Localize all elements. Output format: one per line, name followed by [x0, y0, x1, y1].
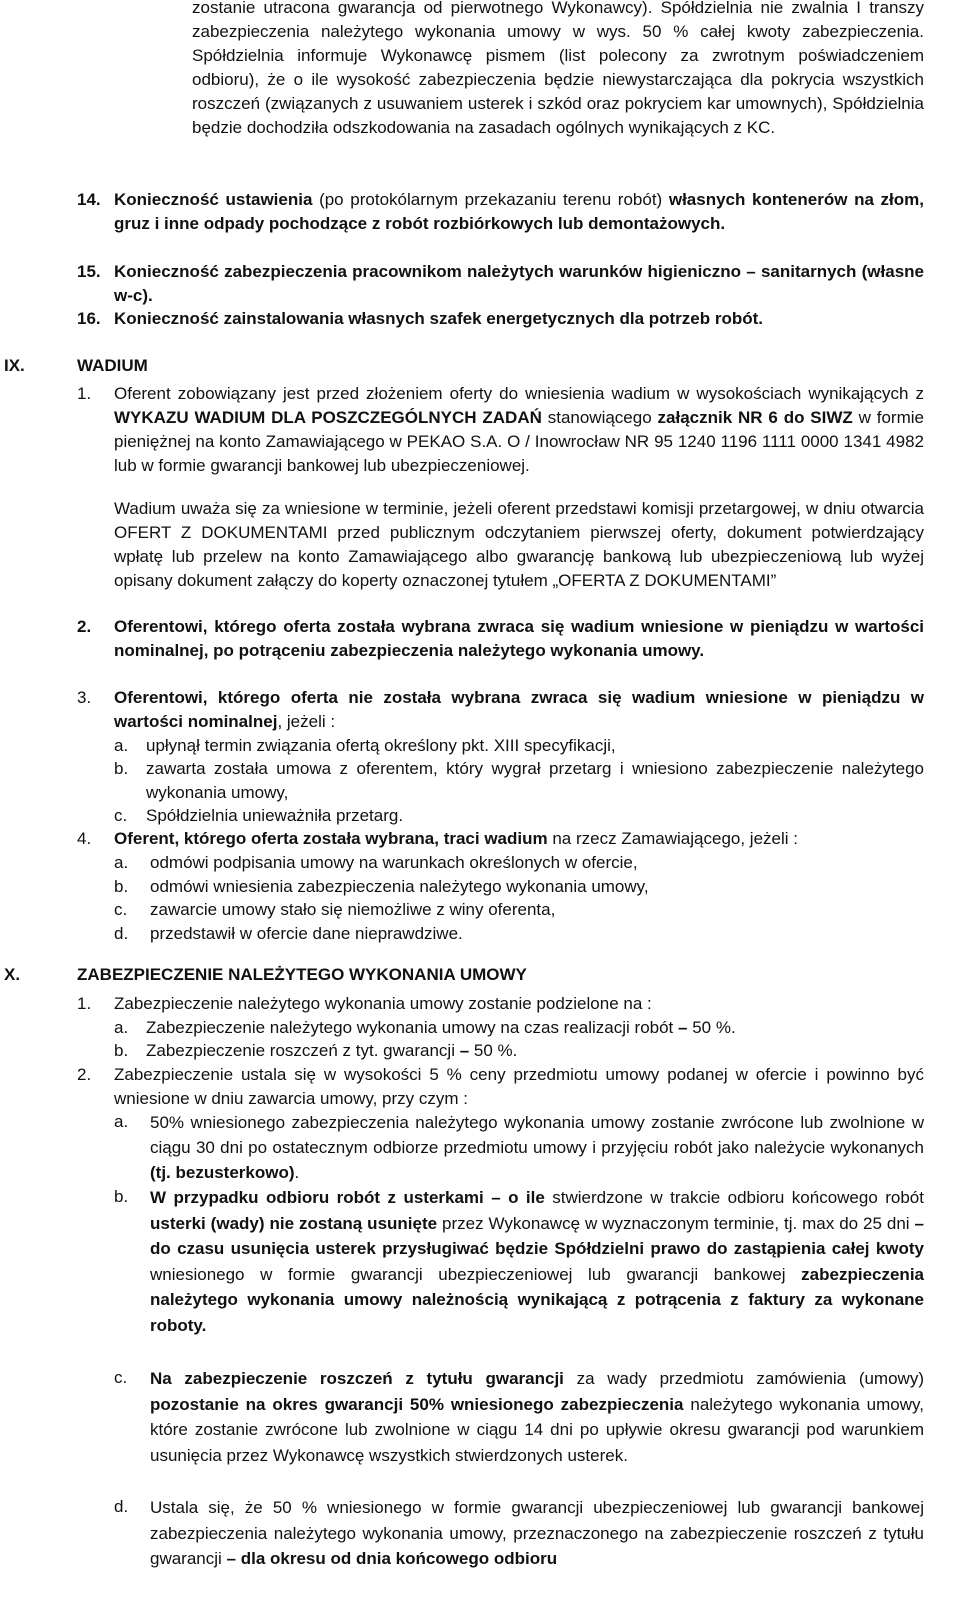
bold-text: (tj. bezusterkowo)	[150, 1163, 295, 1182]
text-run: zostanie utracona gwarancja od pierwotnego Wykonawcy). Spółdzielnia nie zwalnia I transzy zabezpieczenia należytego wykonania umowy w wys. 50 % całej kwoty zabezpieczenia. Spółdzielnia informuje Wykonawcę pismem (list polecony za zwrotnym poświadczeniem odbioru), że o ile wysokość zabezpieczenia będzie niewystarczająca dla pokrycia wszystkich roszczeń (związanych z usuwaniem usterek i szkód oraz pokryciem kar umownych), Spółdzielnia będzie dochodziła odszkodowania na zasadach ogólnych wynikających z KC.	[192, 0, 924, 137]
zabezp-1a-letter: a.	[114, 1018, 129, 1037]
text-run: stanowiącego	[541, 408, 658, 427]
text-run: wniesionego w formie gwarancji ubezpieczeniowej lub gwarancji bankowej	[150, 1264, 802, 1284]
section-9-title: WADIUM	[77, 356, 148, 375]
item-16-number: 16.	[77, 309, 101, 328]
zabezp-2d-text	[150, 1495, 924, 1572]
text-run: stwierdzone w trakcie odbioru końcowego robót	[544, 1188, 924, 1207]
bold-text: –	[459, 1041, 470, 1060]
zabezp-2-number: 2.	[77, 1065, 92, 1084]
item-15-text	[114, 260, 924, 308]
wadium-4a-text: odmówi podpisania umowy na warunkach określonych w ofercie,	[150, 853, 638, 872]
section-10-title: ZABEZPIECZENIE NALEŻYTEGO WYKONANIA UMOWY	[77, 965, 527, 984]
bold-text: usterki (wady) nie zostaną usunięte	[150, 1213, 438, 1233]
wadium-3b-text: zawarta została umowa z oferentem, który wygrał przetarg i wniesiono zabezpieczenie należytego wykonania umowy,	[146, 759, 924, 802]
section-9-roman: IX.	[4, 356, 25, 375]
wadium-2-number: 2.	[77, 617, 92, 636]
bold-text: Konieczność zabezpieczenia pracownikom należytych warunków higieniczno – sanitarnych (własne w-c).	[114, 262, 924, 305]
bold-text: Oferent, którego oferta została wybrana, traci wadium	[114, 829, 548, 848]
text-run: 50 %.	[469, 1041, 518, 1060]
zabezp-1b-text	[146, 1039, 924, 1063]
text-run: należytego wykonania umowy, które zostanie zwrócone lub zwolnione w ciągu 14 dni po upływie okresu gwarancji pod warunkiem usunięcia przez Wykonawcę wszystkich stwierdzonych usterek.	[150, 1394, 924, 1465]
zabezp-2c-letter: c.	[114, 1368, 128, 1387]
text-run: przez Wykonawcę w wyznaczonym terminie, tj. max do 25 dni	[437, 1213, 915, 1233]
wadium-4c-text: zawarcie umowy stało się niemożliwe z winy oferenta,	[150, 900, 556, 919]
wadium-3b-letter: b.	[114, 759, 129, 778]
wadium-1-continuation	[114, 497, 924, 593]
item-14-number: 14.	[77, 190, 101, 209]
wadium-4-text	[114, 827, 924, 851]
bold-text: załącznik NR 6 do SIWZ	[657, 408, 853, 427]
text-run: w formie pieniężnej na konto Zamawiającego w PEKAO S.A. O / Inowrocław NR 95 1240 1196 1111 0000 1341 4982 lub w formie gwarancji bankowej lub ubezpieczeniowej.	[114, 408, 924, 475]
wadium-1-text	[114, 382, 924, 478]
bold-text: W przypadku odbioru robót z usterkami – o ile	[150, 1188, 545, 1207]
bold-text: WYKAZU WADIUM DLA POSZCZEGÓLNYCH ZADAŃ	[114, 408, 542, 427]
item-16-text	[114, 307, 924, 331]
bold-text: Konieczność ustawienia	[114, 190, 313, 209]
zabezp-2-text: Zabezpieczenie ustala się w wysokości 5 % ceny przedmiotu umowy podanej w ofercie i powinno być wniesione w dniu zawarcia umowy, przy czym :	[114, 1065, 924, 1108]
bold-text: zabezpieczenia należytego wykonania umowy należnością wynikającą z potrącenia z faktury za wykonane roboty.	[150, 1264, 924, 1335]
zabezp-1-text: Zabezpieczenie należytego wykonania umowy zostanie podzielone na :	[114, 994, 652, 1013]
wadium-1-number: 1.	[77, 384, 92, 403]
text-run: , jeżeli :	[277, 712, 336, 731]
wadium-3a-letter: a.	[114, 736, 129, 755]
wadium-3-text	[114, 686, 924, 734]
zabezp-2b-letter: b.	[114, 1187, 129, 1206]
zabezp-2a-text	[150, 1110, 924, 1185]
bold-text: Na zabezpieczenie roszczeń z tytułu gwarancji	[150, 1369, 564, 1388]
bold-text: Oferentowi, którego oferta została wybrana zwraca się wadium wniesione w pieniądzu w wartości nominalnej, po potrąceniu zabezpieczenia należytego wykonania umowy.	[114, 617, 924, 660]
wadium-4d-letter: d.	[114, 924, 129, 943]
zabezp-2b-text	[150, 1185, 924, 1338]
wadium-4d-text: przedstawił w ofercie dane nieprawdziwe.	[150, 924, 463, 943]
bold-text: Oferentowi, którego oferta nie została wybrana zwraca się wadium wniesione w pieniądzu w wartości nominalnej	[114, 688, 924, 731]
text-run: Wadium uważa się za wniesione w terminie, jeżeli oferent przedstawi komisji przetargowej, w dniu otwarcia OFERT Z DOKUMENTAMI przed publicznym odczytaniem pierwszej oferty, dokument potwierdzający wpłatę lub przelew na konto Zamawiającego albo gwarancję bankową lub ubezpieczeniową lub wyżej opisany dokument załączy do koperty oznaczonej tytułem „OFERTA Z DOKUMENTAMI”	[114, 499, 924, 590]
wadium-3c-letter: c.	[114, 806, 128, 825]
zabezp-1-number: 1.	[77, 994, 92, 1013]
item-14-text	[114, 188, 924, 236]
text-run: Zabezpieczenie roszczeń z tyt. gwarancji	[146, 1041, 460, 1060]
wadium-3c-text: Spółdzielnia unieważniła przetarg.	[146, 806, 404, 825]
wadium-2-text	[114, 615, 924, 663]
text-run: Ustala się, że 50 % wniesionego w formie gwarancji ubezpieczeniowej lub gwarancji bankowej zabezpieczenia należytego wykonania umowy, przeznaczonego na zabezpieczenie roszczeń z tytułu gwarancji	[150, 1498, 924, 1568]
text-run: 50 %.	[687, 1018, 736, 1037]
intro-paragraph	[192, 0, 924, 140]
wadium-4-number: 4.	[77, 829, 92, 848]
wadium-4c-letter: c.	[114, 900, 128, 919]
text-run: 50% wniesionego zabezpieczenia należytego wykonania umowy zostanie zwrócone lub zwolnione w ciągu 30 dni po ostatecznym odbiorze przedmiotu umowy i przyjęciu robót jako należycie wykonanych	[150, 1113, 924, 1157]
wadium-4b-letter: b.	[114, 877, 129, 896]
zabezp-2a-letter: a.	[114, 1112, 129, 1131]
item-15-number: 15.	[77, 262, 101, 281]
bold-text: pozostanie na okres gwarancji 50% wniesionego zabezpieczenia	[150, 1394, 684, 1414]
wadium-3-number: 3.	[77, 688, 92, 707]
text-run: (po protokólarnym przekazaniu terenu robót)	[312, 190, 669, 209]
text-run: Zabezpieczenie należytego wykonania umowy na czas realizacji robót	[146, 1018, 679, 1037]
zabezp-1a-text	[146, 1016, 924, 1040]
text-run: za wady przedmiotu zamówienia (umowy)	[563, 1369, 924, 1388]
wadium-3a-text: upłynął termin związania ofertą określony pkt. XIII specyfikacji,	[146, 736, 616, 755]
bold-text: własnych kontenerów na złom, gruz i inne odpady pochodzące z robót rozbiórkowych lub demontażowych.	[114, 190, 924, 233]
section-10-roman: X.	[4, 965, 21, 984]
bold-text: –	[678, 1018, 688, 1037]
zabezp-2d-letter: d.	[114, 1497, 129, 1516]
zabezp-1b-letter: b.	[114, 1041, 129, 1060]
text-run: .	[294, 1163, 300, 1182]
wadium-4a-letter: a.	[114, 853, 129, 872]
wadium-4b-text: odmówi wniesienia zabezpieczenia należytego wykonania umowy,	[150, 877, 649, 896]
zabezp-2c-text	[150, 1366, 924, 1468]
bold-text: – do czasu usunięcia usterek przysługiwać będzie Spółdzielni prawo do zastąpienia całej kwoty	[150, 1213, 924, 1258]
bold-text: – dla okresu od dnia końcowego odbioru	[226, 1549, 558, 1568]
bold-text: Konieczność zainstalowania własnych szafek energetycznych dla potrzeb robót.	[114, 309, 764, 328]
text-run: na rzecz Zamawiającego, jeżeli :	[547, 829, 798, 848]
text-run: Oferent zobowiązany jest przed złożeniem oferty do wniesienia wadium w wysokościach wynikających z	[114, 384, 924, 403]
